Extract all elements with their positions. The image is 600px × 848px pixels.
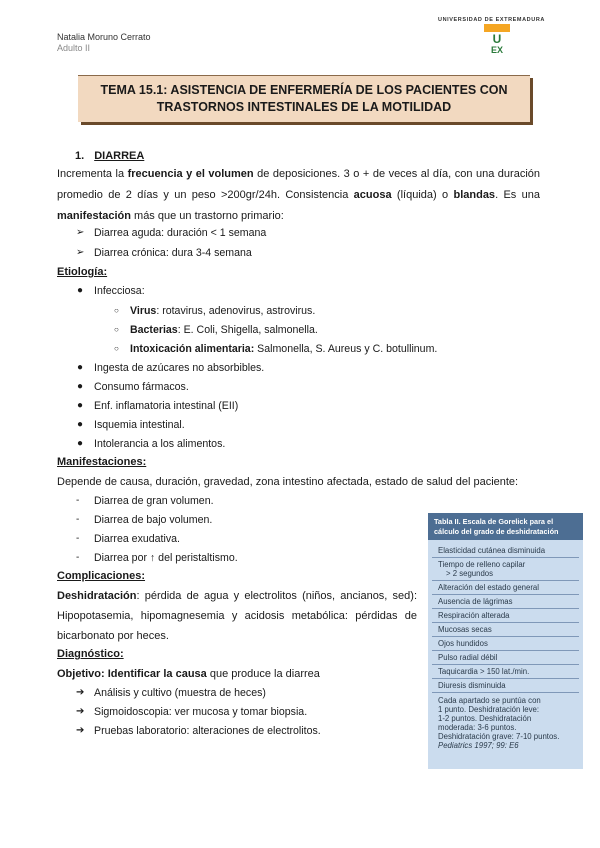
table-row: Mucosas secas [432, 623, 579, 637]
table-row: Elasticidad cutánea disminuida [432, 544, 579, 558]
diagnosis-objective: Objetivo: Identificar la causa que produce la diarrea [57, 668, 320, 680]
arrow-bullet-icon: ➔ [76, 725, 85, 736]
intro-line-3: manifestación más que un trastorno primario: [57, 210, 284, 222]
manifestations-intro: Depende de causa, duración, gravedad, zona intestino afectada, estado de salud del paciente: [57, 476, 519, 488]
bullet-icon: ● [77, 419, 84, 430]
table-row: Tiempo de relleno capilar > 2 segundos [432, 558, 579, 581]
arrow-bullet-icon: ➔ [76, 706, 85, 717]
list-item: Ingesta de azúcares no absorbibles. [94, 362, 265, 374]
complications-line-3: bicarbonato por heces. [57, 630, 169, 642]
section-title: DIARREA [94, 150, 145, 162]
logo-letter-ex: EX [490, 45, 504, 54]
university-name: UNIVERSIDAD DE EXTREMADURA [438, 17, 545, 23]
arrowhead-bullet-icon: ➢ [76, 227, 85, 238]
bullet-icon: ● [77, 400, 84, 411]
complications-heading: Complicaciones: [57, 570, 146, 582]
list-item: Intolerancia a los alimentos. [94, 438, 226, 450]
list-item: Diarrea aguda: duración < 1 semana [94, 227, 267, 239]
table-row: Pulso radial débil [432, 651, 579, 665]
table-row: Diuresis disminuida [432, 679, 579, 693]
list-item: Diarrea por ↑ del peristaltismo. [94, 552, 238, 564]
bullet-icon: ● [77, 381, 84, 392]
list-item: Bacterias: E. Coli, Shigella, salmonella. [130, 324, 318, 336]
list-item: Diarrea de bajo volumen. [94, 514, 213, 526]
title-line-2: TRASTORNOS INTESTINALES DE LA MOTILIDAD [156, 100, 452, 114]
diagnosis-heading: Diagnóstico: [57, 648, 124, 660]
intro-line-2: promedio de 2 días y un peso >200gr/24h. Consistencia acuosa (líquida) o blandas. Es una [57, 189, 540, 201]
list-item: Virus: rotavirus, adenovirus, astrovirus. [130, 305, 316, 317]
uex-logo-icon [480, 24, 514, 54]
table-row: Taquicardia > 150 lat./min. [432, 665, 579, 679]
author-name: Natalia Moruno Cerrato [57, 32, 151, 42]
table-note: Cada apartado se puntúa con 1 punto. Deshidratación leve: 1-2 puntos. Deshidratación moderada: 3-6 puntos. Deshidratación grave: 7-10 puntos. Pediatrics 1997; 99: E6 [432, 693, 579, 753]
list-item: Enf. inflamatoria intestinal (EII) [94, 400, 239, 412]
circle-bullet-icon: ○ [114, 325, 119, 334]
arrow-bullet-icon: ➔ [76, 687, 85, 698]
circle-bullet-icon: ○ [114, 344, 119, 353]
author-block [57, 32, 151, 54]
list-item: Infecciosa: [94, 285, 145, 297]
table-reference: Pediatrics 1997; 99: E6 [438, 741, 519, 750]
intro-line-1: Incrementa la frecuencia y el volumen de deposiciones. 3 o + de veces al día, con una duración [57, 168, 541, 180]
bullet-icon: ● [77, 362, 84, 373]
list-item: Consumo fármacos. [94, 381, 189, 393]
circle-bullet-icon: ○ [114, 306, 119, 315]
course-name: Adulto II [57, 43, 91, 53]
university-logo [438, 16, 553, 64]
table-row: Ausencia de lágrimas [432, 595, 579, 609]
list-item: Diarrea de gran volumen. [94, 495, 214, 507]
section-number: 1. [75, 150, 85, 162]
logo-letter-u: U [492, 32, 502, 46]
list-item: Análisis y cultivo (muestra de heces) [94, 687, 266, 699]
section-heading [75, 150, 144, 162]
title-line-1: TEMA 15.1: ASISTENCIA DE ENFERMERÍA DE LOS PACIENTES CON [100, 83, 508, 97]
table-row: Ojos hundidos [432, 637, 579, 651]
bullet-icon: ● [77, 438, 84, 449]
table-row: Respiración alterada [432, 609, 579, 623]
table-row: Alteración del estado general [432, 581, 579, 595]
manifestations-heading: Manifestaciones: [57, 456, 147, 468]
gorelick-scale-table [428, 513, 583, 769]
complications-line-1: Deshidratación: pérdida de agua y electrolitos (niños, ancianos, sed): [57, 590, 417, 602]
etiology-heading: Etiología: [57, 266, 108, 278]
list-item: Sigmoidoscopia: ver mucosa y tomar biopsia. [94, 706, 308, 718]
dash-bullet-icon: - [76, 552, 80, 563]
complications-line-2: Hipopotasemia, hipomagnesemia y acidosis metabólica: pérdidas de [57, 610, 417, 622]
list-item: Diarrea exudativa. [94, 533, 180, 545]
list-item: Isquemia intestinal. [94, 419, 185, 431]
dash-bullet-icon: - [76, 533, 80, 544]
arrowhead-bullet-icon: ➢ [76, 247, 85, 258]
bullet-icon: ● [77, 285, 84, 296]
list-item: Diarrea crónica: dura 3-4 semana [94, 247, 252, 259]
list-item: Intoxicación alimentaria: Salmonella, S. Aureus y C. botullinum. [130, 343, 438, 355]
page-title [78, 75, 530, 122]
dash-bullet-icon: - [76, 495, 80, 506]
dash-bullet-icon: - [76, 514, 80, 525]
list-item: Pruebas laboratorio: alteraciones de electrolitos. [94, 725, 321, 737]
table-title: Tabla II. Escala de Gorelick para el cálculo del grado de deshidratación [428, 513, 583, 540]
